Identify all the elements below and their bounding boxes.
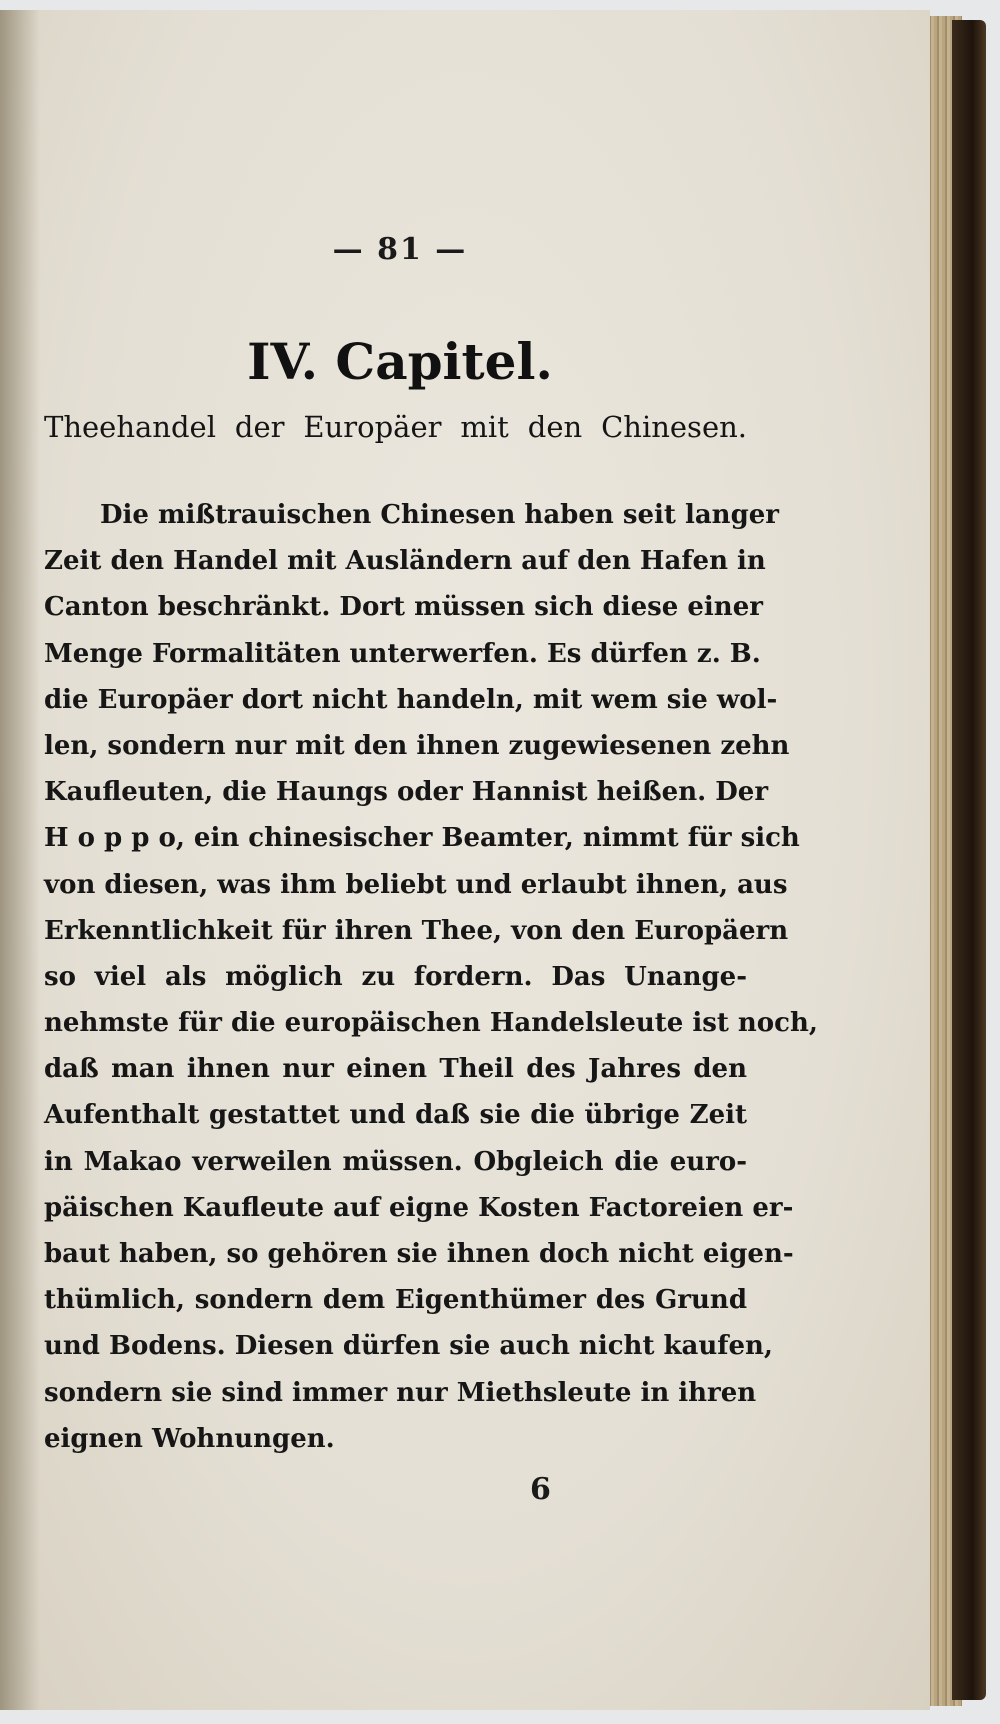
body-text: [44, 492, 818, 1462]
text-line: von diesen, was ihm beliebt und erlaubt ihnen, aus: [44, 869, 788, 900]
text-line: H o p p o, ein chinesischer Beamter, nimmt für sich: [44, 823, 800, 854]
text-line: len, sondern nur mit den ihnen zugewiesenen zehn: [44, 730, 790, 761]
text-line: und Bodens. Diesen dürfen sie auch nicht kaufen,: [44, 1331, 773, 1362]
text-line: nehmste für die europäischen Handelsleute ist noch,: [44, 1008, 818, 1039]
text-line: Canton beschränkt. Dort müssen sich diese einer: [44, 592, 763, 623]
text-line: eignen Wohnungen.: [44, 1423, 335, 1454]
chapter-title: IV. Capitel.: [247, 332, 553, 391]
signature-mark: 6: [530, 1472, 551, 1507]
text-line: Die mißtrauischen Chinesen haben seit langer: [100, 500, 780, 530]
text-line: Aufenthalt gestattet und daß sie die übrige Zeit: [44, 1100, 747, 1131]
book-page: [0, 10, 930, 1710]
text-line: die Europäer dort nicht handeln, mit wem sie wol-: [44, 684, 778, 715]
text-line: Menge Formalitäten unterwerfen. Es dürfen z. B.: [44, 638, 761, 669]
chapter-subtitle: Theehandel der Europäer mit den Chinesen.: [44, 410, 747, 444]
text-line: Kaufleuten, die Haungs oder Hannist heißen. Der: [44, 777, 769, 808]
text-line: päischen Kaufleute auf eigne Kosten Factoreien er-: [44, 1192, 794, 1223]
text-line: sondern sie sind immer nur Miethsleute in ihren: [44, 1377, 757, 1408]
text-line: thümlich, sondern dem Eigenthümer des Grund: [44, 1285, 747, 1316]
text-line: Erkenntlichkeit für ihren Thee, von den Europäern: [44, 915, 789, 946]
text-line: in Makao verweilen müssen. Obgleich die euro-: [44, 1146, 747, 1177]
page-number: — 81 —: [332, 232, 468, 267]
book-cover-edge: [952, 20, 986, 1700]
text-line: Zeit den Handel mit Ausländern auf den Hafen in: [44, 546, 766, 577]
text-line: so viel als möglich zu fordern. Das Unange-: [44, 961, 747, 992]
text-line: daß man ihnen nur einen Theil des Jahres den: [44, 1054, 747, 1085]
text-line: baut haben, so gehören sie ihnen doch nicht eigen-: [44, 1239, 794, 1269]
